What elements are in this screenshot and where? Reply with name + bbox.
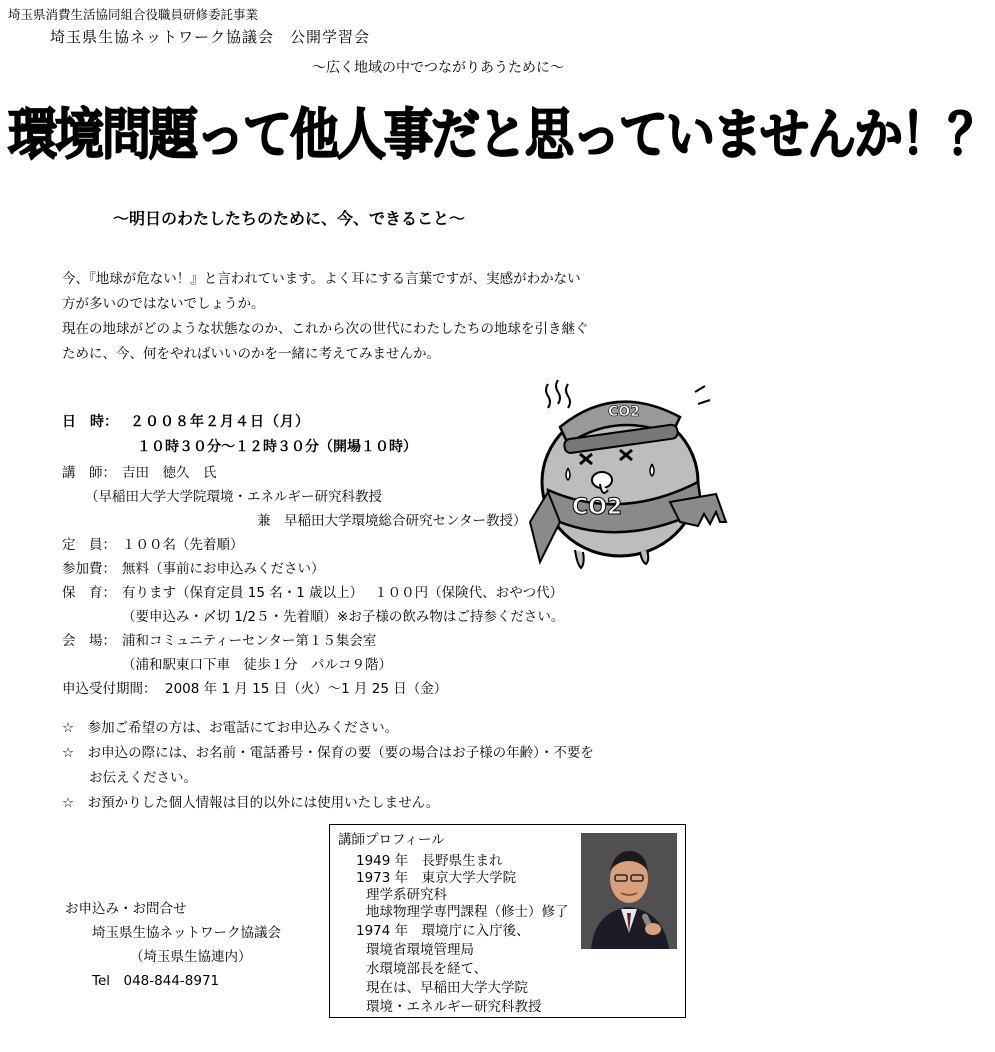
period-value: 2008 年 1 月 15 日（火）～1 月 25 日（金） — [165, 681, 448, 697]
fee-value: 無料（事前にお申込みください） — [122, 561, 325, 577]
lecturer-photo — [581, 833, 677, 949]
event-organizer: 埼玉県生協ネットワーク協議会 公開学習会 — [50, 28, 371, 46]
note-item: ☆ お申込の際には、お名前・電話番号・保育の要（要の場合はお子様の年齢）・不要を — [62, 745, 594, 761]
event-time: １０時３０分～１２時３０分（開場１０時） — [137, 439, 417, 455]
childcare-value: 有ります（保育定員 15 名・1 歳以上） １００円（保険代、おやつ代） — [122, 585, 564, 601]
venue-label: 会 場： — [62, 633, 116, 649]
organizer-line: 埼玉県消費生活協同組合役職員研修委託事業 — [8, 7, 259, 22]
profile-line: 理学系研究科 — [366, 887, 447, 903]
tagline: ～広く地域の中でつながりあうために～ — [312, 60, 564, 76]
lecturer-affiliation: 兼 早稲田大学環境総合研究センター教授） — [257, 513, 527, 529]
venue-value: 浦和コミュニティーセンター第１５集会室 — [122, 633, 377, 649]
event-date: ２００８年２月４日（月） — [130, 414, 310, 430]
body-co2-label: CO2 — [572, 495, 623, 520]
subtitle: ～明日のわたしたちのために、今、できること～ — [113, 209, 466, 228]
profile-heading: 講師プロフィール — [338, 832, 445, 848]
hat-co2-label: CO2 — [608, 404, 640, 420]
note-item: お伝えください。 — [62, 770, 197, 786]
childcare-label: 保 育： — [62, 585, 116, 601]
venue-access: （浦和駅東口下車 徒歩１分 パルコ９階） — [122, 657, 392, 673]
profile-line: 現在は、早稲田大学大学院 — [366, 980, 528, 996]
intro-line: ために、今、何をやればいいのかを一緒に考えてみませんか。 — [62, 346, 440, 362]
profile-line: 水環境部長を経て、 — [366, 961, 488, 977]
profile-line: 地球物理学専門課程（修士）修了 — [366, 904, 569, 920]
intro-line: 今、『地球が危ない！』と言われています。よく耳にする言葉ですが、実感がわかない — [62, 271, 581, 287]
childcare-note: （要申込み・〆切 1/2５・先着順）※お子様の飲み物はご持参ください。 — [122, 609, 565, 625]
note-item: ☆ お預かりした個人情報は目的以外には使用いたしません。 — [62, 795, 440, 811]
period-label: 申込受付期間： — [62, 681, 157, 697]
profile-line: 1974 年 環境庁に入庁後、 — [356, 923, 530, 939]
profile-line: 環境・エネルギー研究科教授 — [366, 999, 542, 1015]
contact-heading: お申込み・お問合せ — [65, 901, 187, 917]
profile-line: 1949 年 長野県生まれ — [356, 853, 503, 869]
fee-label: 参加費： — [62, 561, 116, 577]
intro-line: 方が多いのではないでしょうか。 — [62, 296, 265, 312]
lecturer-name: 吉田 徳久 氏 — [122, 465, 217, 481]
intro-line: 現在の地球がどのような状態なのか、これから次の世代にわたしたちの地球を引き継ぐ — [62, 321, 589, 337]
note-item: ☆ 参加ご希望の方は、お電話にてお申込みください。 — [62, 720, 399, 736]
capacity-label: 定 員： — [62, 537, 116, 553]
capacity-value: １００名（先着順） — [122, 537, 244, 553]
lecturer-label: 講 師： — [62, 465, 116, 481]
contact-org: 埼玉県生協ネットワーク協議会 — [92, 925, 281, 941]
co2-globe-illustration — [520, 372, 730, 572]
contact-org-sub: （埼玉県生協連内） — [130, 949, 252, 965]
main-title: 環境問題って他人事だと思っていませんか！？ — [8, 103, 995, 168]
lecturer-affiliation: （早稲田大学大学院環境・エネルギー研究科教授 — [85, 489, 382, 505]
profile-line: 1973 年 東京大学大学院 — [356, 870, 517, 886]
profile-line: 環境省環境管理局 — [366, 942, 474, 958]
contact-tel: Tel 048-844-8971 — [92, 973, 220, 989]
datetime-label: 日 時： — [62, 414, 118, 430]
